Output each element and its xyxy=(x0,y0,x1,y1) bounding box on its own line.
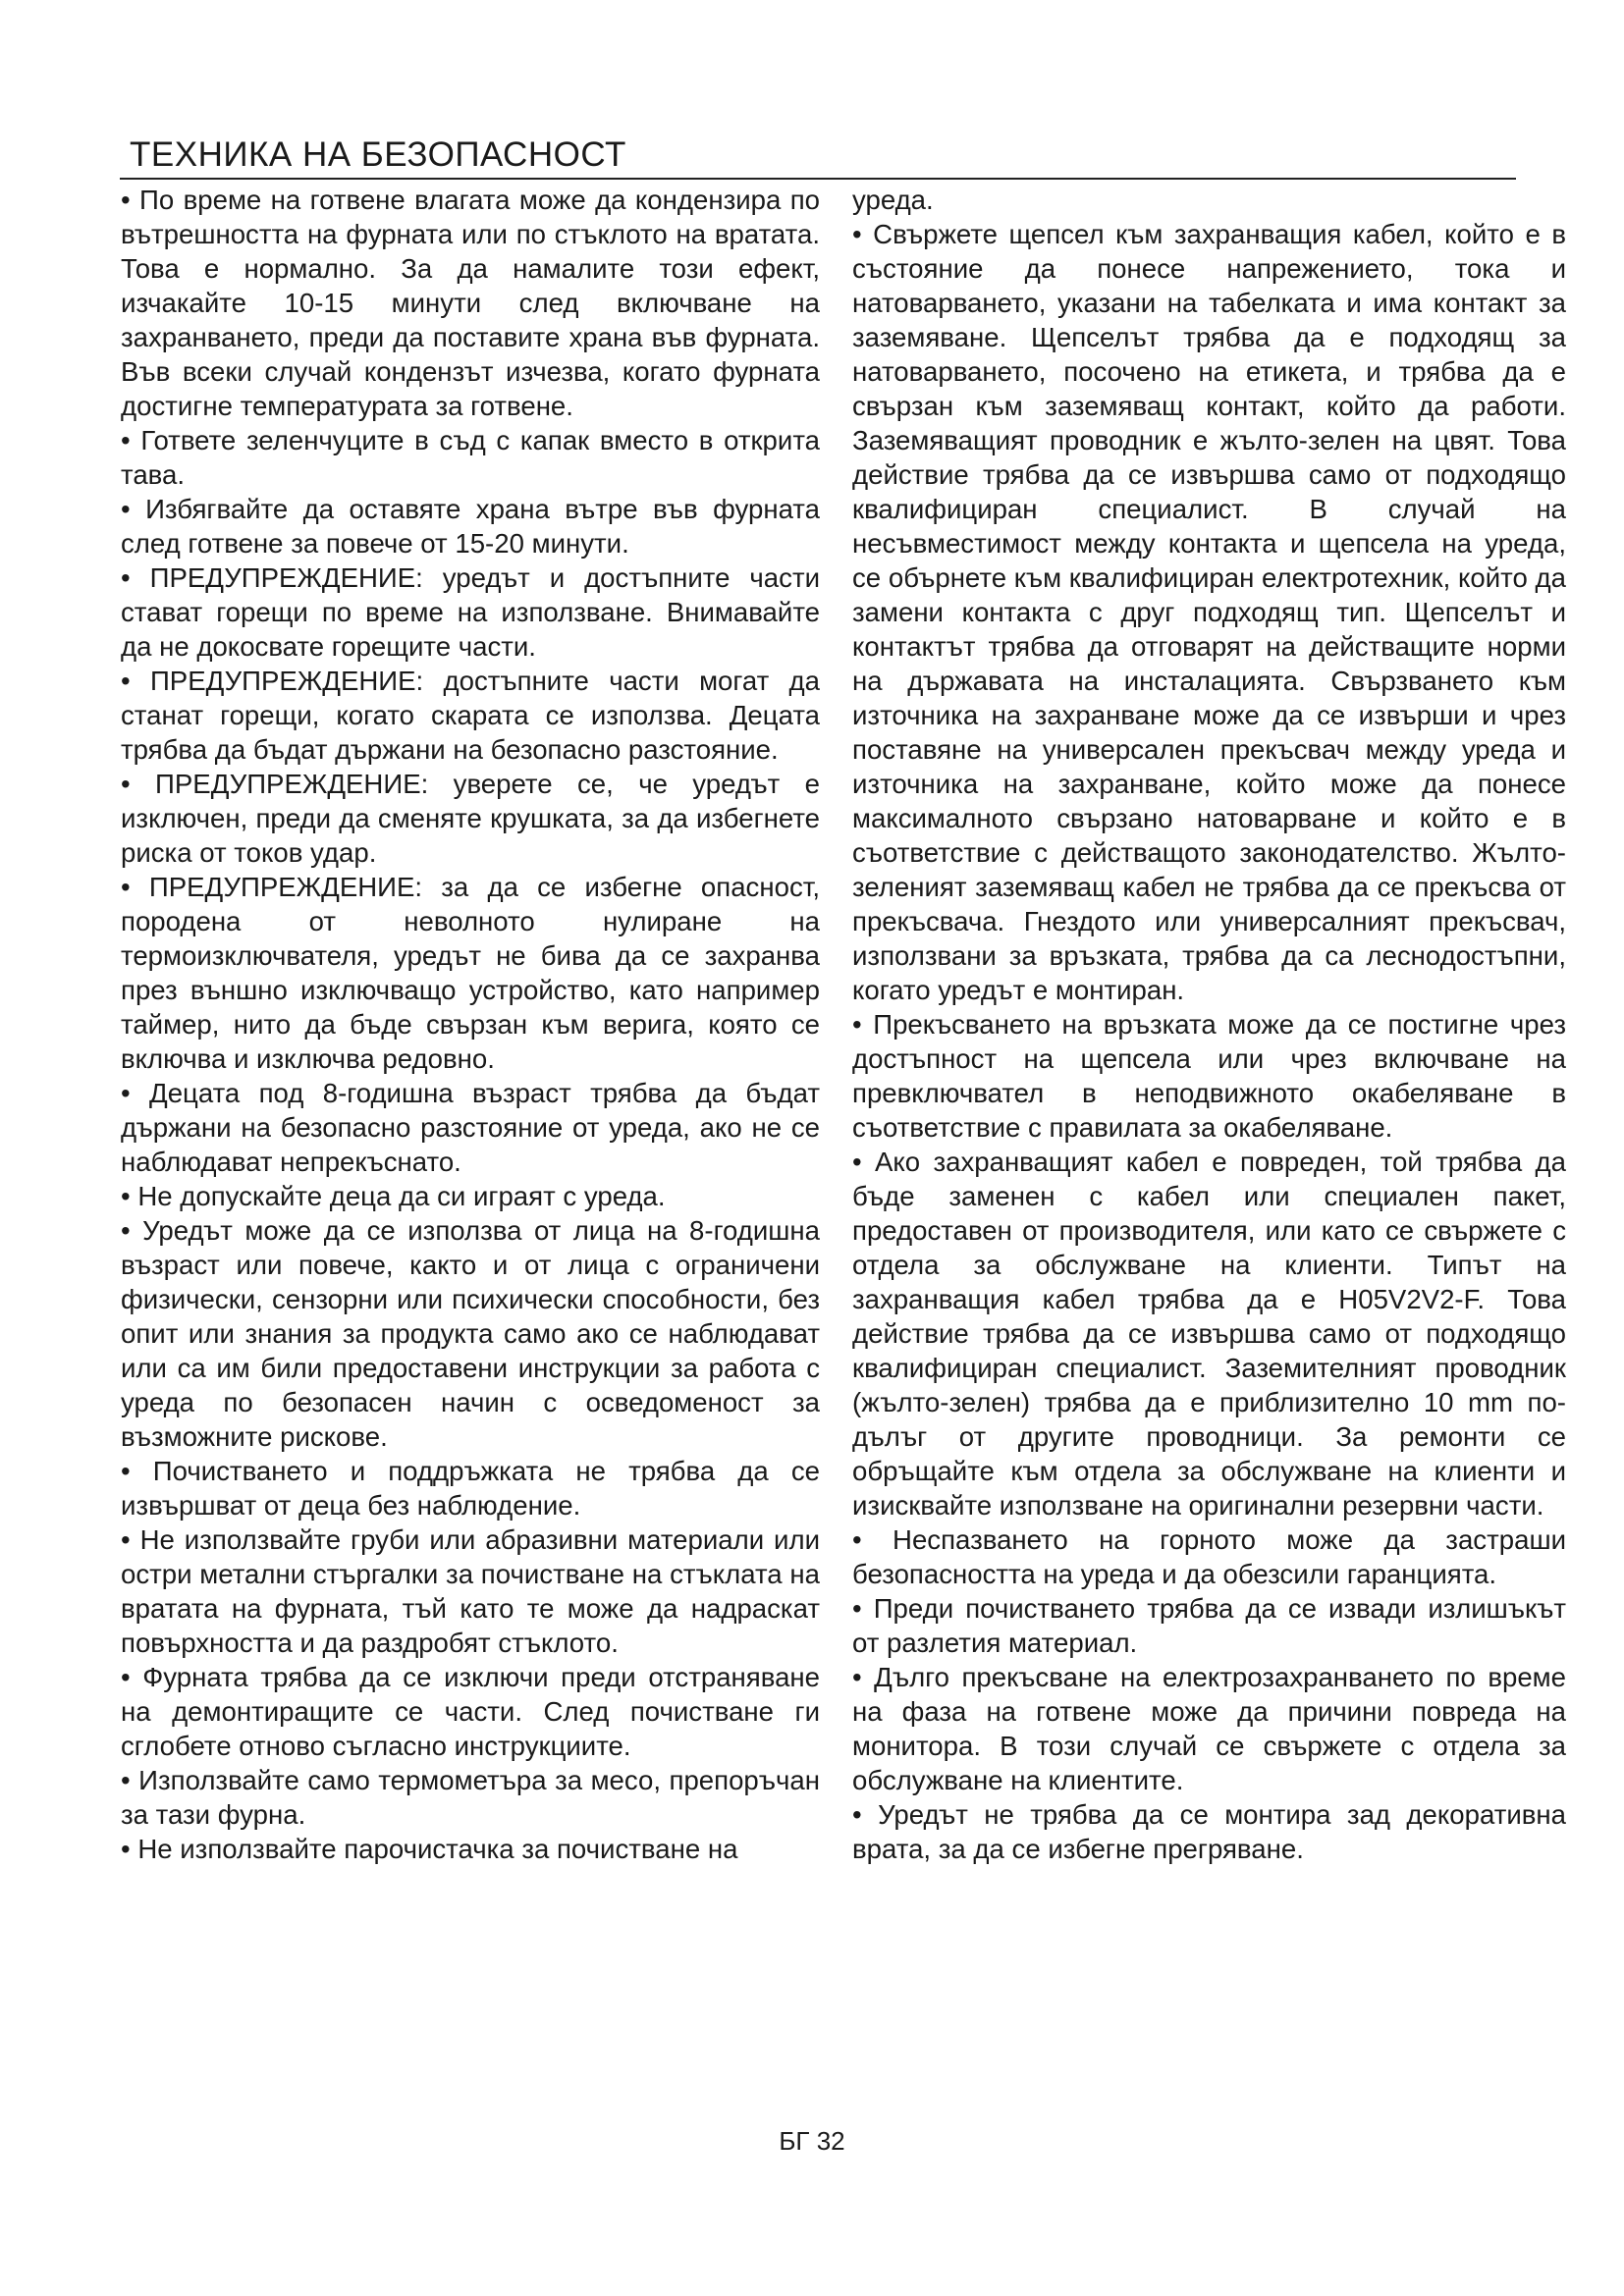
paragraph: • ПРЕДУПРЕЖДЕНИЕ: за да се избегне опасност, породена от неволното нулиране на термоизключвателя, уредът не бива да се захранва през външно изключващо устройство, като например таймер, нито да бъде свързан към верига, която се включва и изключва редовно. xyxy=(121,872,820,1074)
paragraph: уреда. xyxy=(852,185,934,215)
title-rule xyxy=(120,178,1516,180)
page-number: БГ 32 xyxy=(779,2126,845,2156)
paragraph: • Ако захранващият кабел е повреден, той трябва да бъде заменен с кабел или специален пакет, предоставен от производителя, или като се свържете с отдела за обслужване на клиенти. Типът на захранващия кабел трябва да е H05V2V2-F. Това действие трябва да се извършва само от подходящо квалифициран специалист. Заземителният проводник (жълто-зелен) трябва да е приблизително 10 mm по-дълъг от другите проводници. За ремонти се обръщайте към отдела за обслужване на клиенти и изисквайте използване на оригинални резервни части. xyxy=(852,1147,1566,1521)
paragraph: • Децата под 8-годишна възраст трябва да бъдат държани на безопасно разстояние от уреда, ако не се наблюдават непрекъснато. xyxy=(121,1078,820,1177)
paragraph: • Почистването и поддръжката не трябва да се извършват от деца без наблюдение. xyxy=(121,1456,820,1521)
paragraph: • Не използвайте парочистачка за почистване на xyxy=(121,1834,738,1864)
paragraph: • Използвайте само термометъра за месо, препоръчан за тази фурна. xyxy=(121,1765,820,1830)
paragraph: • Неспазването на горното може да застраши безопасността на уреда и да обезсили гаранцията. xyxy=(852,1524,1566,1589)
right-column xyxy=(852,183,1566,1866)
paragraph: • ПРЕДУПРЕЖДЕНИЕ: уредът и достъпните части стават горещи по време на използване. Внимавайте да не докосвате горещите части. xyxy=(121,562,820,662)
paragraph: • ПРЕДУПРЕЖДЕНИЕ: достъпните части могат да станат горещи, когато скарата се използва. Децата трябва да бъдат държани на безопасно разстояние. xyxy=(121,666,820,765)
paragraph: • Преди почистването трябва да се извади излишъкът от разлетия материал. xyxy=(852,1593,1566,1658)
paragraph: • Уредът не трябва да се монтира зад декоративна врата, за да се избегне прегряване. xyxy=(852,1799,1566,1864)
paragraph: • Уредът може да се използва от лица на 8-годишна възраст или повече, както и от лица с ограничени физически, сензорни или психически способности, без опит или знания за продукта само ако се наблюдават или са им били предоставени инструкции за работа с уреда по безопасен начин с осведоменост за възможните рискове. xyxy=(121,1215,820,1452)
paragraph: • ПРЕДУПРЕЖДЕНИЕ: уверете се, че уредът е изключен, преди да сменяте крушката, за да избегнете риска от токов удар. xyxy=(121,769,820,868)
paragraph: • Фурната трябва да се изключи преди отстраняване на демонтиращите се части. След почистване ги сглобете отново съгласно инструкциите. xyxy=(121,1662,820,1761)
paragraph: • Свържете щепсел към захранващия кабел, който е в състояние да понесе напрежението, тока и натоварването, указани на табелката и има контакт за заземяване. Щепселът трябва да е подходящ за натоварването, посочено на етикета, и трябва да е свързан към заземяващ контакт, който да работи. Заземяващият проводник е жълто-зелен на цвят. Това действие трябва да се извършва само от подходящо квалифициран специалист. В случай на несъвместимост между контакта и щепсела на уреда, се обърнете към квалифициран електротехник, който да замени контакта с друг подходящ тип. Щепселът и контактът трябва да отговарят на действащите норми на държавата на инсталацията. Свързването към източника на захранване може да се извърши и чрез поставяне на универсален прекъсвач между уреда и източника на захранване, който може да понесе максималното свързано натоварване и който е в съответствие с действащото законодателство. Жълто-зеленият заземяващ кабел не трябва да се прекъсва от прекъсвача. Гнездото или универсалният прекъсвач, използвани за връзката, трябва да са леснодостъпни, когато уредът е монтиран. xyxy=(852,219,1566,1005)
paragraph: • Гответе зеленчуците в съд с капак вместо в открита тава. xyxy=(121,425,820,490)
page-title: ТЕХНИКА НА БЕЗОПАСНОСТ xyxy=(130,135,626,174)
paragraph: • Дълго прекъсване на електрозахранването по време на фаза на готвене може да причини повреда на монитора. В този случай се свържете с отдела за обслужване на клиентите. xyxy=(852,1662,1566,1795)
paragraph: • Не използвайте груби или абразивни материали или остри метални стъргалки за почистване на стъклата на вратата на фурната, тъй като те може да надраскат повърхността и да раздробят стъклото. xyxy=(121,1524,820,1658)
paragraph: • Не допускайте деца да си играят с уреда. xyxy=(121,1181,666,1211)
paragraph: • Прекъсването на връзката може да се постигне чрез достъпност на щепсела или чрез включване на превключвател в неподвижното окабеляване в съответствие с правилата за окабеляване. xyxy=(852,1009,1566,1143)
paragraph: • Избягвайте да оставяте храна вътре във фурната след готвене за повече от 15-20 минути. xyxy=(121,494,820,559)
paragraph: • По време на готвене влагата може да кондензира по вътрешността на фурната или по стъклото на вратата. Това е нормално. За да намалите този ефект, изчакайте 10-15 минути след включване на захранването, преди да поставите храна във фурната. Във всеки случай кондензът изчезва, когато фурната достигне температурата за готвене. xyxy=(121,185,820,421)
left-column xyxy=(121,183,820,1866)
